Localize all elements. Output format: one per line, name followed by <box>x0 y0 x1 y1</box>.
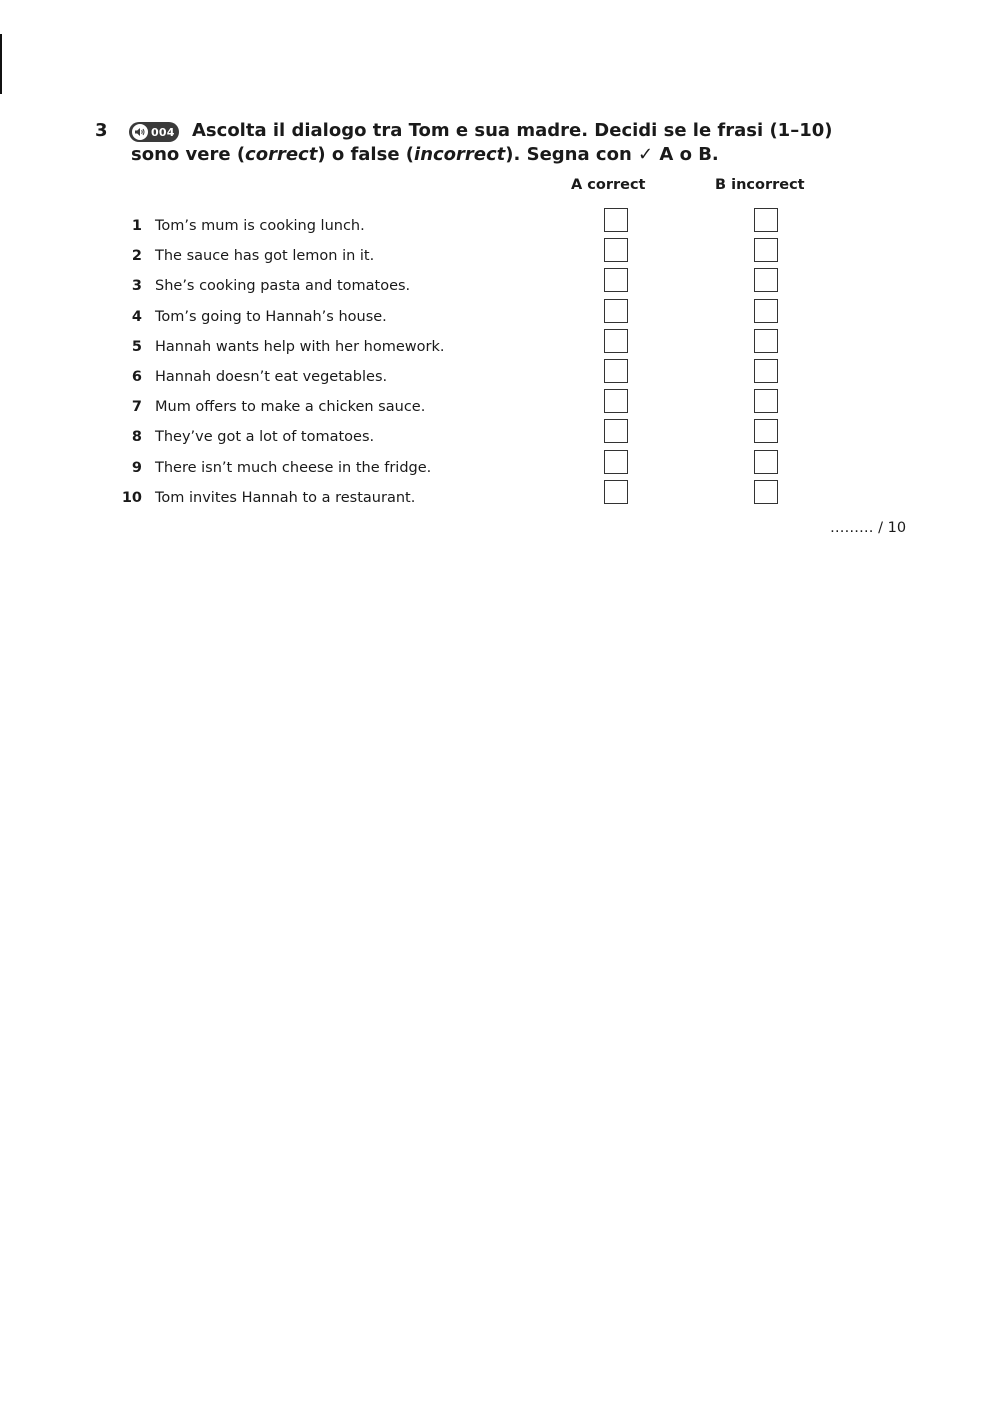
checkbox-incorrect[interactable] <box>754 480 778 504</box>
statement-text: Tom’s going to Hannah’s house. <box>155 308 387 325</box>
checkbox-correct[interactable] <box>604 329 628 353</box>
statement-row <box>0 419 1000 449</box>
statement-text: Hannah doesn’t eat vegetables. <box>155 369 388 385</box>
exercise-number: 3 <box>95 120 108 141</box>
statement-row <box>0 299 1000 329</box>
statement-row <box>0 450 1000 480</box>
statement-text: There isn’t much cheese in the fridge. <box>155 459 432 476</box>
checkbox-incorrect[interactable] <box>754 299 778 323</box>
statement-text: The sauce has got lemon in it. <box>155 248 375 265</box>
statement-row <box>0 268 1000 298</box>
statement-text: She’s cooking pasta and tomatoes. <box>155 278 411 295</box>
statement-row <box>0 208 1000 238</box>
statement-row <box>0 238 1000 268</box>
checkbox-correct[interactable] <box>604 359 628 383</box>
statement-text: Mum offers to make a chicken sauce. <box>155 399 426 416</box>
column-header-incorrect: B incorrect <box>715 177 805 193</box>
statement-number: 3 <box>131 278 142 295</box>
exercise-instructions <box>131 119 871 167</box>
statement-number: 10 <box>121 489 142 506</box>
statement-row <box>0 329 1000 359</box>
checkbox-incorrect[interactable] <box>754 238 778 262</box>
checkbox-correct[interactable] <box>604 480 628 504</box>
statement-number: 8 <box>131 429 142 446</box>
correct-word: correct <box>245 144 318 165</box>
page-margin-line <box>0 34 2 94</box>
statement-number: 2 <box>131 248 142 265</box>
checkbox-incorrect[interactable] <box>754 419 778 443</box>
statement-number: 1 <box>131 218 142 234</box>
checkbox-correct[interactable] <box>604 419 628 443</box>
instructions-line-1: Ascolta il dialogo tra Tom e sua madre. Decidi se le frasi (1–10) <box>192 120 833 141</box>
checkbox-correct[interactable] <box>604 299 628 323</box>
audio-track-number: 004 <box>151 125 175 139</box>
instructions-line-2: sono vere (correct) o false (incorrect). Segna con ✓ A o B. <box>131 144 719 165</box>
checkbox-incorrect[interactable] <box>754 450 778 474</box>
statement-number: 4 <box>131 308 142 325</box>
statement-number: 5 <box>131 338 142 355</box>
statement-number: 7 <box>131 399 142 416</box>
checkbox-incorrect[interactable] <box>754 208 778 232</box>
statement-text: Hannah wants help with her homework. <box>155 338 445 355</box>
statement-row <box>0 359 1000 389</box>
checkbox-correct[interactable] <box>604 450 628 474</box>
checkbox-incorrect[interactable] <box>754 329 778 353</box>
checkbox-incorrect[interactable] <box>754 268 778 292</box>
checkbox-correct[interactable] <box>604 268 628 292</box>
statement-text: They’ve got a lot of tomatoes. <box>155 429 375 446</box>
statement-number: 9 <box>131 459 142 476</box>
checkbox-correct[interactable] <box>604 389 628 413</box>
score-field: ……… / 10 <box>830 520 907 536</box>
statement-number: 6 <box>131 369 142 385</box>
statement-text: Tom invites Hannah to a restaurant. <box>155 489 416 506</box>
checkbox-correct[interactable] <box>604 238 628 262</box>
column-header-correct: A correct <box>571 177 646 193</box>
statement-row <box>0 480 1000 510</box>
statement-text: Tom’s mum is cooking lunch. <box>155 218 365 234</box>
statement-row <box>0 389 1000 419</box>
checkbox-incorrect[interactable] <box>754 359 778 383</box>
checkbox-incorrect[interactable] <box>754 389 778 413</box>
incorrect-word: incorrect <box>414 144 506 165</box>
checkbox-correct[interactable] <box>604 208 628 232</box>
